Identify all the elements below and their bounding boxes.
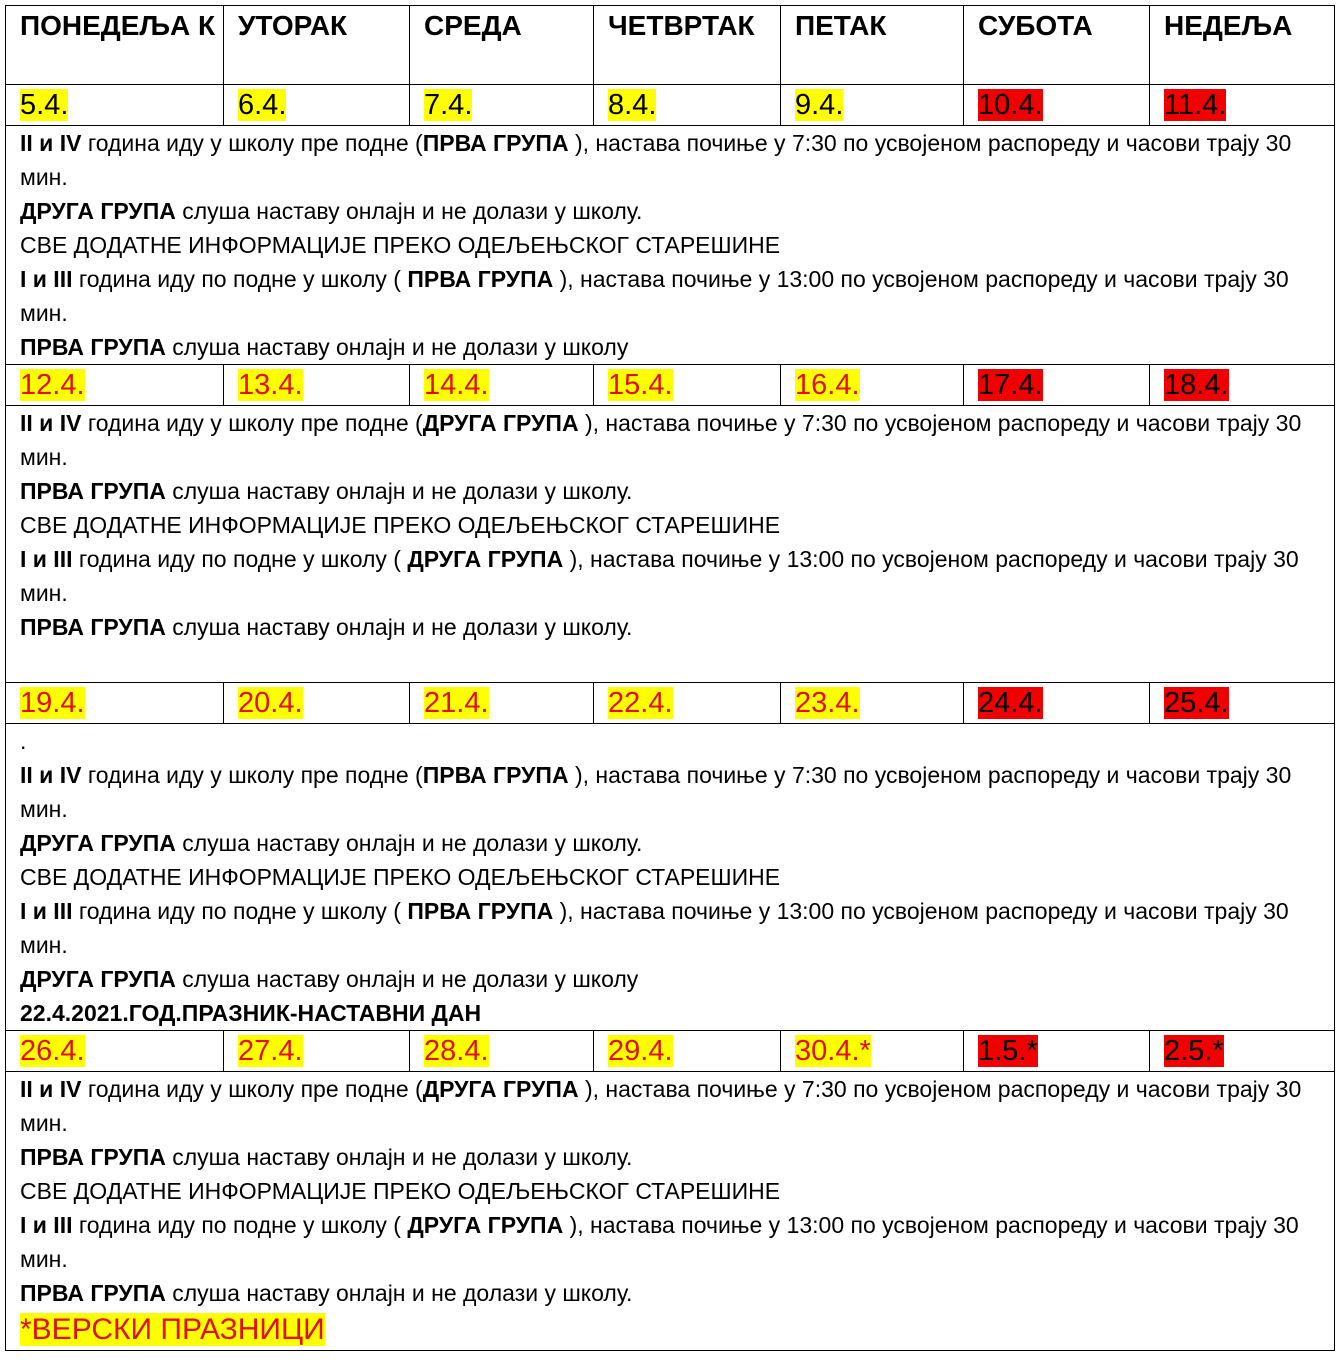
religious-holidays-legend <box>20 1310 1334 1350</box>
morning-shift-line <box>20 758 1334 826</box>
afternoon-years: I и III <box>20 1212 73 1238</box>
week-info-cell <box>6 724 1335 1031</box>
afternoon-group: ПРВА ГРУПА <box>407 266 554 292</box>
weekend-date-label: 2.5.* <box>1164 1035 1224 1067</box>
morning-years: II и IV <box>20 410 82 436</box>
date-cell-weekend <box>1150 365 1335 406</box>
weekend-date-label: 1.5.* <box>978 1035 1038 1067</box>
morning-group: ДРУГА ГРУПА <box>422 410 579 436</box>
afternoon-online-text: слуша наставу онлајн и не долази у школу <box>175 966 639 992</box>
date-row <box>6 683 1335 724</box>
date-cell <box>410 1031 594 1072</box>
date-cell-weekend <box>1150 1031 1335 1072</box>
date-cell <box>224 1031 410 1072</box>
afternoon-text: година иду по подне у школу ( <box>72 546 408 572</box>
legend-text: *ВЕРСКИ ПРАЗНИЦИ <box>20 1313 325 1346</box>
week-info-cell <box>6 126 1335 365</box>
date-label: 14.4. <box>424 369 489 401</box>
date-label: 15.4. <box>608 369 673 401</box>
weekend-date-label: 17.4. <box>978 369 1043 401</box>
afternoon-details: ), настава почиње у 13:00 по усвојеном распореду и часови трају 30 мин. <box>20 898 1289 958</box>
date-cell <box>6 365 224 406</box>
day-header-saturday: СУБОТА <box>964 6 1150 85</box>
info-contact-line: СВЕ ДОДАТНЕ ИНФОРМАЦИЈЕ ПРЕКО ОДЕЉЕЊСКОГ СТАРЕШИНЕ <box>20 864 781 890</box>
day-header-monday: ПОНЕДЕЉА К <box>6 6 224 85</box>
info-contact-line: СВЕ ДОДАТНЕ ИНФОРМАЦИЈЕ ПРЕКО ОДЕЉЕЊСКОГ СТАРЕШИНЕ <box>20 1178 781 1204</box>
date-label: 21.4. <box>424 687 489 719</box>
afternoon-online-line <box>20 330 1334 364</box>
date-label: 16.4. <box>795 369 860 401</box>
afternoon-online-text: слуша наставу онлајн и не долази у школу <box>165 334 629 360</box>
date-label: 13.4. <box>238 369 303 401</box>
online-text: слуша наставу онлајн и не долази у школу. <box>165 478 633 504</box>
date-cell <box>781 1031 964 1072</box>
morning-details: ), настава почиње у 7:30 по усвојеном распореду и часови трају 30 мин. <box>20 410 1302 470</box>
afternoon-online-line <box>20 1276 1334 1310</box>
day-header-tuesday: УТОРАК <box>224 6 410 85</box>
afternoon-details: ), настава почиње у 13:00 по усвојеном распореду и часови трају 30 мин. <box>20 266 1289 326</box>
date-label: 23.4. <box>795 687 860 719</box>
date-cell <box>6 683 224 724</box>
afternoon-details: ), настава почиње у 13:00 по усвојеном распореду и часови трају 30 мин. <box>20 546 1299 606</box>
afternoon-online-group: ПРВА ГРУПА <box>20 1280 166 1306</box>
info-contact-line: СВЕ ДОДАТНЕ ИНФОРМАЦИЈЕ ПРЕКО ОДЕЉЕЊСКОГ СТАРЕШИНЕ <box>20 232 781 258</box>
info-row <box>6 724 1335 1031</box>
date-label: 9.4. <box>795 89 844 121</box>
date-label: 7.4. <box>424 89 473 121</box>
date-label: 29.4. <box>608 1035 673 1067</box>
date-cell <box>224 365 410 406</box>
date-cell <box>594 365 781 406</box>
date-label: 22.4. <box>608 687 673 719</box>
morning-details: ), настава почиње у 7:30 по усвојеном распореду и часови трају 30 мин. <box>20 130 1292 190</box>
date-cell-weekend <box>964 1031 1150 1072</box>
online-text: слуша наставу онлајн и не долази у школу. <box>165 1144 633 1170</box>
afternoon-details: ), настава почиње у 13:00 по усвојеном распореду и часови трају 30 мин. <box>20 1212 1299 1272</box>
week-info-cell <box>6 1072 1335 1351</box>
schedule-body <box>6 6 1335 1351</box>
afternoon-shift-line <box>20 262 1334 330</box>
date-label: 19.4. <box>20 687 85 719</box>
morning-group: ПРВА ГРУПА <box>422 762 569 788</box>
date-label: 30.4.* <box>795 1035 871 1067</box>
date-cell-weekend <box>1150 85 1335 126</box>
day-header-wednesday: СРЕДА <box>410 6 594 85</box>
online-group-line <box>20 194 1334 228</box>
weekend-date-label: 24.4. <box>978 687 1043 719</box>
date-label: 26.4. <box>20 1035 85 1067</box>
afternoon-online-group: ДРУГА ГРУПА <box>20 966 176 992</box>
weekend-date-label: 10.4. <box>978 89 1043 121</box>
day-header-thursday: ЧЕТВРТАК <box>594 6 781 85</box>
afternoon-group: ДРУГА ГРУПА <box>407 546 564 572</box>
morning-shift-line <box>20 406 1334 474</box>
morning-text: година иду у школу пре подне ( <box>81 762 423 788</box>
morning-text: година иду у школу пре подне ( <box>81 130 423 156</box>
weekend-date-label: 11.4. <box>1164 89 1227 121</box>
schedule-table <box>5 5 1335 1351</box>
date-label: 20.4. <box>238 687 303 719</box>
date-cell <box>410 85 594 126</box>
holiday-note: 22.4.2021.ГОД.ПРАЗНИК-НАСТАВНИ ДАН <box>20 1000 482 1026</box>
online-group: ДРУГА ГРУПА <box>20 198 176 224</box>
morning-text: година иду у школу пре подне ( <box>81 410 423 436</box>
stray-dot: . <box>20 728 27 754</box>
weekend-date-label: 25.4. <box>1164 687 1229 719</box>
info-contact-line: СВЕ ДОДАТНЕ ИНФОРМАЦИЈЕ ПРЕКО ОДЕЉЕЊСКОГ СТАРЕШИНЕ <box>20 512 781 538</box>
online-group: ДРУГА ГРУПА <box>20 830 176 856</box>
date-cell <box>594 683 781 724</box>
date-label: 27.4. <box>238 1035 303 1067</box>
afternoon-shift-line <box>20 1208 1334 1276</box>
morning-shift-line <box>20 1072 1334 1140</box>
afternoon-group: ДРУГА ГРУПА <box>407 1212 564 1238</box>
morning-years: II и IV <box>20 762 82 788</box>
afternoon-online-text: слуша наставу онлајн и не долази у школу. <box>165 614 633 640</box>
online-group-line <box>20 1140 1334 1174</box>
afternoon-years: I и III <box>20 546 73 572</box>
morning-details: ), настава почиње у 7:30 по усвојеном распореду и часови трају 30 мин. <box>20 1076 1302 1136</box>
day-header-sunday: НЕДЕЉА <box>1150 6 1335 85</box>
online-text: слуша наставу онлајн и не долази у школу. <box>175 198 643 224</box>
date-cell-weekend <box>1150 683 1335 724</box>
date-cell <box>6 85 224 126</box>
afternoon-shift-line <box>20 542 1334 610</box>
morning-years: II и IV <box>20 130 82 156</box>
date-cell <box>781 365 964 406</box>
date-cell-weekend <box>964 85 1150 126</box>
afternoon-years: I и III <box>20 266 73 292</box>
online-text: слуша наставу онлајн и не долази у школу. <box>175 830 643 856</box>
date-cell <box>410 683 594 724</box>
date-label: 8.4. <box>608 89 657 121</box>
date-row <box>6 365 1335 406</box>
date-cell-weekend <box>964 683 1150 724</box>
morning-group: ДРУГА ГРУПА <box>422 1076 579 1102</box>
date-cell <box>410 365 594 406</box>
morning-group: ПРВА ГРУПА <box>422 130 569 156</box>
morning-details: ), настава почиње у 7:30 по усвојеном распореду и часови трају 30 мин. <box>20 762 1292 822</box>
morning-shift-line <box>20 126 1334 194</box>
info-row <box>6 1072 1335 1351</box>
afternoon-online-text: слуша наставу онлајн и не долази у школу. <box>165 1280 633 1306</box>
date-cell <box>781 85 964 126</box>
online-group-line <box>20 826 1334 860</box>
date-cell <box>781 683 964 724</box>
afternoon-group: ПРВА ГРУПА <box>407 898 554 924</box>
date-cell <box>594 1031 781 1072</box>
afternoon-online-line <box>20 962 1334 996</box>
online-group-line <box>20 474 1334 508</box>
morning-text: година иду у школу пре подне ( <box>81 1076 423 1102</box>
date-cell <box>594 85 781 126</box>
afternoon-online-group: ПРВА ГРУПА <box>20 614 166 640</box>
afternoon-text: година иду по подне у школу ( <box>72 266 408 292</box>
date-row <box>6 1031 1335 1072</box>
info-row <box>6 126 1335 365</box>
date-row <box>6 85 1335 126</box>
day-header-friday: ПЕТАК <box>781 6 964 85</box>
afternoon-online-group: ПРВА ГРУПА <box>20 334 166 360</box>
afternoon-online-line <box>20 610 1334 644</box>
afternoon-shift-line <box>20 894 1334 962</box>
online-group: ПРВА ГРУПА <box>20 1144 166 1170</box>
weekend-date-label: 18.4. <box>1164 369 1229 401</box>
afternoon-text: година иду по подне у школу ( <box>72 1212 408 1238</box>
date-label: 5.4. <box>20 89 69 121</box>
afternoon-years: I и III <box>20 898 73 924</box>
date-cell <box>224 85 410 126</box>
online-group: ПРВА ГРУПА <box>20 478 166 504</box>
date-cell <box>224 683 410 724</box>
date-label: 28.4. <box>424 1035 489 1067</box>
date-cell <box>6 1031 224 1072</box>
morning-years: II и IV <box>20 1076 82 1102</box>
date-label: 12.4. <box>20 369 85 401</box>
day-header-row <box>6 6 1335 85</box>
afternoon-text: година иду по подне у школу ( <box>72 898 408 924</box>
info-row <box>6 406 1335 683</box>
date-cell-weekend <box>964 365 1150 406</box>
week-info-cell <box>6 406 1335 683</box>
date-label: 6.4. <box>238 89 287 121</box>
